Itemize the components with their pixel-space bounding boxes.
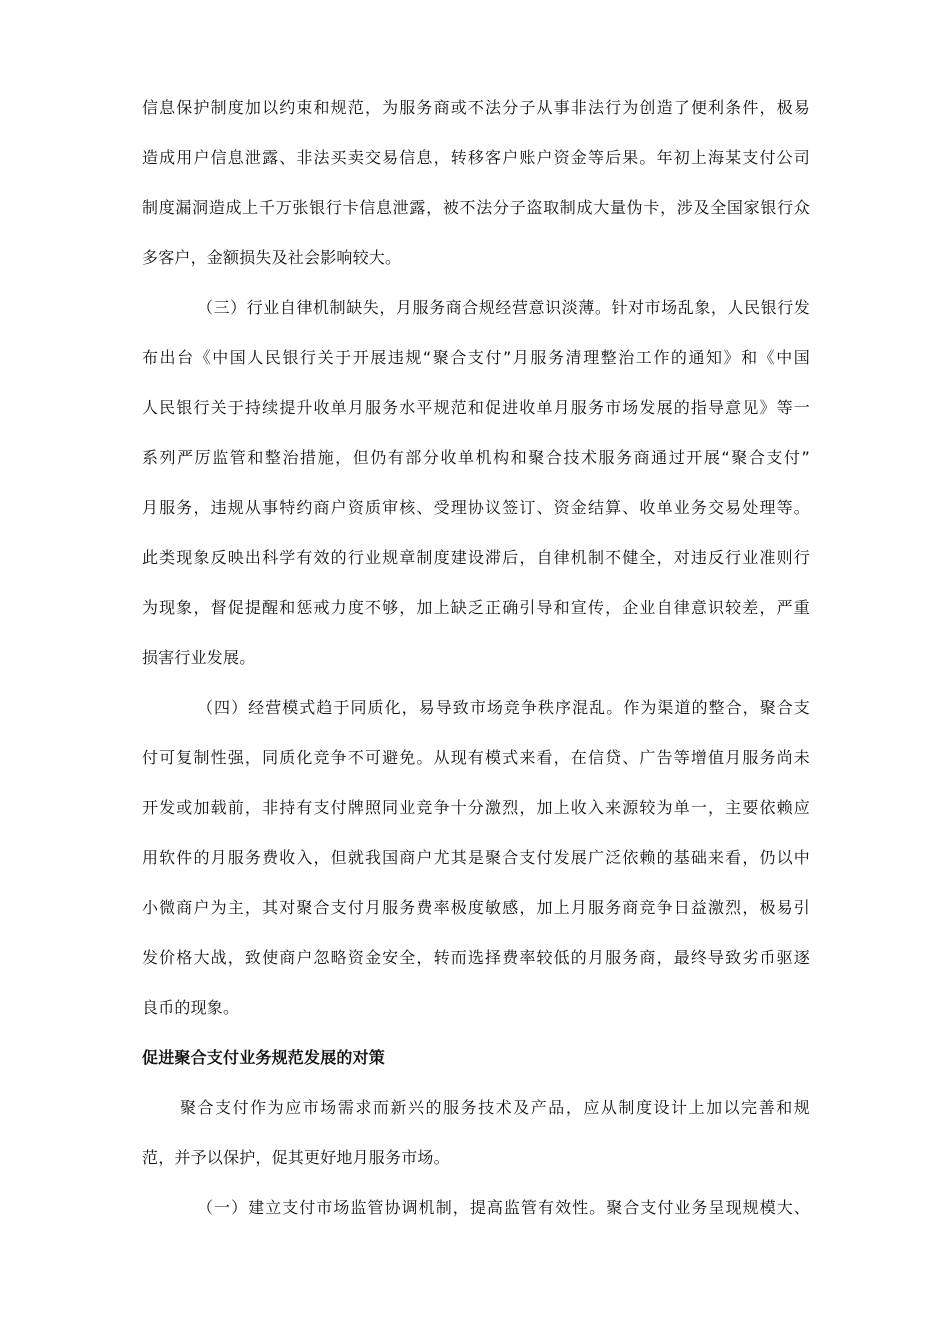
text-line: 用软件的月服务费收入，但就我国商户尤其是聚合支付发展广泛依赖的基础来看，仍以中 <box>142 848 810 867</box>
text-line: 多客户，金额损失及社会影响较大。 <box>142 248 402 267</box>
text-line: 为现象，督促提醒和惩戒力度不够，加上缺乏正确引导和宣传，企业自律意识较差，严重 <box>142 598 810 617</box>
text-line: 发价格大战，致使商户忽略资金安全，转而选择费率较低的月服务商，最终导致劣币驱逐 <box>142 948 810 967</box>
text-line: 开发或加载前，非持有支付牌照同业竞争十分激烈，加上收入来源较为单一，主要依赖应 <box>142 798 810 817</box>
paragraph-business-model <box>142 688 810 1038</box>
paragraph-info-protection <box>142 88 810 288</box>
text-line: 损害行业发展。 <box>142 648 256 667</box>
text-line: （四）经营模式趋于同质化，易导致市场竞争秩序混乱。作为渠道的整合，聚合支 <box>197 698 810 717</box>
text-line: 制度漏洞造成上千万张银行卡信息泄露，被不法分子盗取制成大量伪卡，涉及全国家银行众 <box>142 198 810 217</box>
text-line: 月服务，违规从事特约商户资质审核、受理协议签订、资金结算、收单业务交易处理等。 <box>142 498 810 517</box>
text-line: 人民银行关于持续提升收单月服务水平规范和促进收单月服务市场发展的指导意见》等一 <box>142 398 810 417</box>
text-line: （一）建立支付市场监管协调机制，提高监管有效性。聚合支付业务呈现规模大、 <box>197 1198 810 1217</box>
paragraph-intro <box>142 1088 810 1188</box>
text-line: 良币的现象。 <box>142 998 240 1017</box>
document-page <box>142 88 810 1238</box>
section-heading: 促进聚合支付业务规范发展的对策 <box>142 1048 386 1067</box>
paragraph-industry-self-discipline <box>142 288 810 688</box>
text-line: 信息保护制度加以约束和规范，为服务商或不法分子从事非法行为创造了便利条件，极易 <box>142 98 810 117</box>
text-line: 聚合支付作为应市场需求而新兴的服务技术及产品，应从制度设计上加以完善和规 <box>180 1098 810 1117</box>
text-line: 造成用户信息泄露、非法买卖交易信息，转移客户账户资金等后果。年初上海某支付公司 <box>142 148 810 167</box>
text-line: 布出台《中国人民银行关于开展违规“聚合支付”月服务清理整治工作的通知》和《中国 <box>142 348 810 367</box>
text-line: 系列严厉监管和整治措施，但仍有部分收单机构和聚合技术服务商通过开展“聚合支付” <box>142 448 810 467</box>
paragraph-regulation <box>142 1188 810 1238</box>
text-line: 此类现象反映出科学有效的行业规章制度建设滞后，自律机制不健全，对违反行业准则行 <box>142 548 810 567</box>
text-line: 付可复制性强，同质化竞争不可避免。从现有模式来看，在信贷、广告等增值月服务尚未 <box>142 748 810 767</box>
text-line: （三）行业自律机制缺失，月服务商合规经营意识淡薄。针对市场乱象，人民银行发 <box>197 298 810 317</box>
text-line: 小微商户为主，其对聚合支付月服务费率极度敏感，加上月服务商竞争日益激烈，极易引 <box>142 898 810 917</box>
text-line: 范，并予以保护，促其更好地月服务市场。 <box>142 1148 450 1167</box>
